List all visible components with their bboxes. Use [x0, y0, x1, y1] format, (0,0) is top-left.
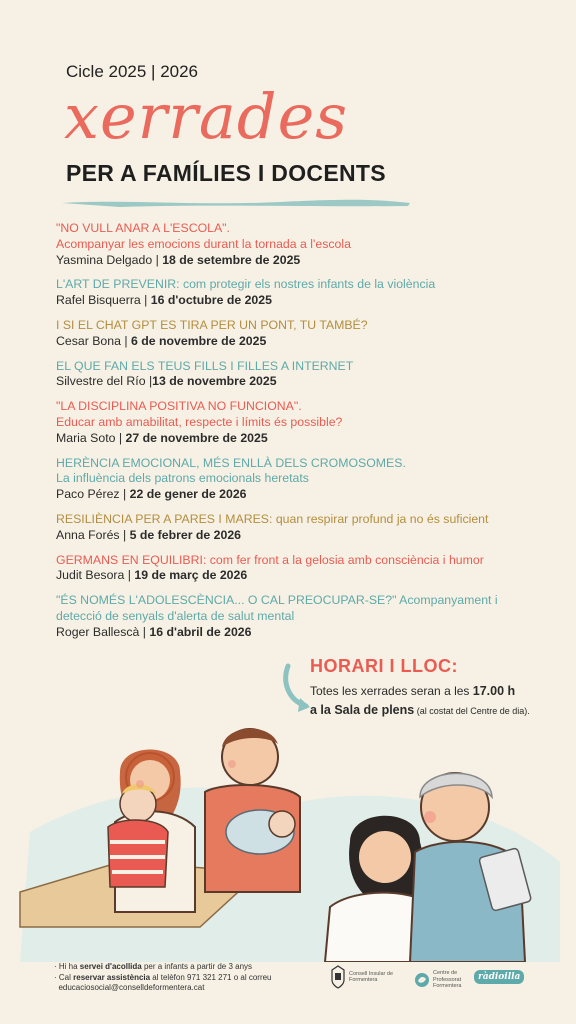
- footer-text: al telèfon 971 321 271 o al correu: [150, 972, 272, 982]
- talk-item: [56, 512, 546, 544]
- talk-item: [56, 359, 546, 391]
- talk-item: [56, 399, 546, 446]
- talk-subtitle: Acompanyar les emocions durant la tornada a l'escola: [56, 236, 351, 251]
- talk-speaker: Silvestre del Río |: [56, 374, 153, 389]
- talk-item: [56, 593, 546, 640]
- page-title: xerrades: [64, 80, 349, 153]
- centre-logo: [414, 970, 479, 990]
- talk-date: 27 de novembre de 2025: [125, 430, 268, 445]
- leaf-icon: [414, 972, 430, 988]
- footer-text: · Cal: [54, 972, 74, 982]
- talk-speaker: Judit Besora |: [56, 568, 135, 583]
- talk-item: [56, 221, 546, 268]
- schedule-place: a la Sala de plens: [310, 703, 415, 717]
- cycle-label: Cicle 2025 | 2026: [66, 62, 199, 81]
- talk-title: I SI EL CHAT GPT ES TIRA PER UN PONT, TU TAMBÉ?: [56, 317, 368, 332]
- talk-date: 18 de setembre de 2025: [162, 252, 301, 267]
- brush-stroke-decoration: [60, 197, 412, 209]
- talk-date: 5 de febrer de 2026: [129, 527, 242, 542]
- schedule-time: 17.00 h: [472, 684, 516, 698]
- radio-logo-label: ràdioilla: [474, 970, 524, 984]
- talks-list: [56, 221, 546, 650]
- talk-title: "ÉS NOMÉS L'ADOLESCÈNCIA... O CAL PREOCUPAR-SE?" Acompanyament i: [56, 593, 498, 608]
- consell-logo-label: Consell Insular de Formentera: [349, 970, 394, 983]
- schedule-line: Totes les xerrades seran a les: [310, 684, 473, 698]
- footer-bold: reservar assistència: [73, 972, 151, 982]
- talk-date: 16 d'abril de 2026: [149, 624, 252, 639]
- talk-date: 6 de novembre de 2025: [130, 333, 267, 348]
- talk-item: [56, 277, 546, 309]
- talk-subtitle: Educar amb amabilitat, respecte i límits és possible?: [56, 414, 343, 429]
- talk-subtitle: La influència dels patrons emocionals heretats: [56, 471, 309, 486]
- talk-date: 16 d'octubre de 2025: [150, 293, 272, 308]
- talk-date: 13 de novembre 2025: [152, 374, 277, 389]
- footer-notes: [54, 962, 314, 994]
- talk-title: GERMANS EN EQUILIBRI: com fer front a la gelosia amb consciència i humor: [56, 552, 484, 567]
- contact-email[interactable]: educaciosocial@conselldeformentera.cat: [58, 983, 205, 992]
- talk-title: HERÈNCIA EMOCIONAL, MÉS ENLLÀ DELS CROMOSOMES.: [56, 455, 406, 470]
- footer-text: per a infants a partir de 3 anys: [141, 962, 253, 971]
- talk-title: "LA DISCIPLINA POSITIVA NO FUNCIONA".: [56, 399, 302, 414]
- talk-date: 22 de gener de 2026: [129, 487, 247, 502]
- talk-item: [56, 456, 546, 503]
- talk-speaker: Paco Pérez |: [56, 487, 130, 502]
- page-subtitle: PER A FAMÍLIES I DOCENTS: [66, 160, 386, 186]
- talk-title: "NO VULL ANAR A L'ESCOLA".: [56, 221, 230, 235]
- talk-title: L'ART DE PREVENIR: com protegir els nostres infants de la violència: [56, 277, 436, 292]
- talk-speaker: Maria Soto |: [56, 430, 126, 445]
- talk-date: 19 de març de 2026: [134, 568, 248, 583]
- talk-speaker: Anna Forés |: [56, 527, 130, 542]
- talk-speaker: Roger Ballescà |: [56, 624, 150, 639]
- talk-item: [56, 318, 546, 350]
- family-illustration: [0, 712, 576, 962]
- footer-bold: servei d'acollida: [79, 962, 142, 971]
- shield-icon: [330, 964, 346, 990]
- radio-logo: [474, 970, 524, 984]
- sponsor-logos: [330, 964, 530, 1000]
- schedule-heading: HORARI I LLOC:: [310, 656, 458, 676]
- talk-speaker: Rafel Bisquerra |: [56, 293, 151, 308]
- footer-text: · Hi ha: [54, 962, 80, 971]
- talk-title: RESILIÈNCIA PER A PARES I MARES: quan respirar profund ja no és suficient: [56, 511, 489, 526]
- talk-subtitle: detecció de senyals d'alerta de salut mental: [56, 608, 295, 623]
- centre-logo-label: Centre de Professorat Formentera: [433, 970, 462, 989]
- schedule-place-note: (al costat del Centre de dia).: [414, 706, 530, 716]
- talk-title: EL QUE FAN ELS TEUS FILLS I FILLES A INTERNET: [56, 358, 354, 373]
- talk-speaker: Cesar Bona |: [56, 333, 131, 348]
- consell-logo: [330, 964, 395, 990]
- talk-item: [56, 553, 546, 585]
- talk-speaker: Yasmina Delgado |: [56, 252, 163, 267]
